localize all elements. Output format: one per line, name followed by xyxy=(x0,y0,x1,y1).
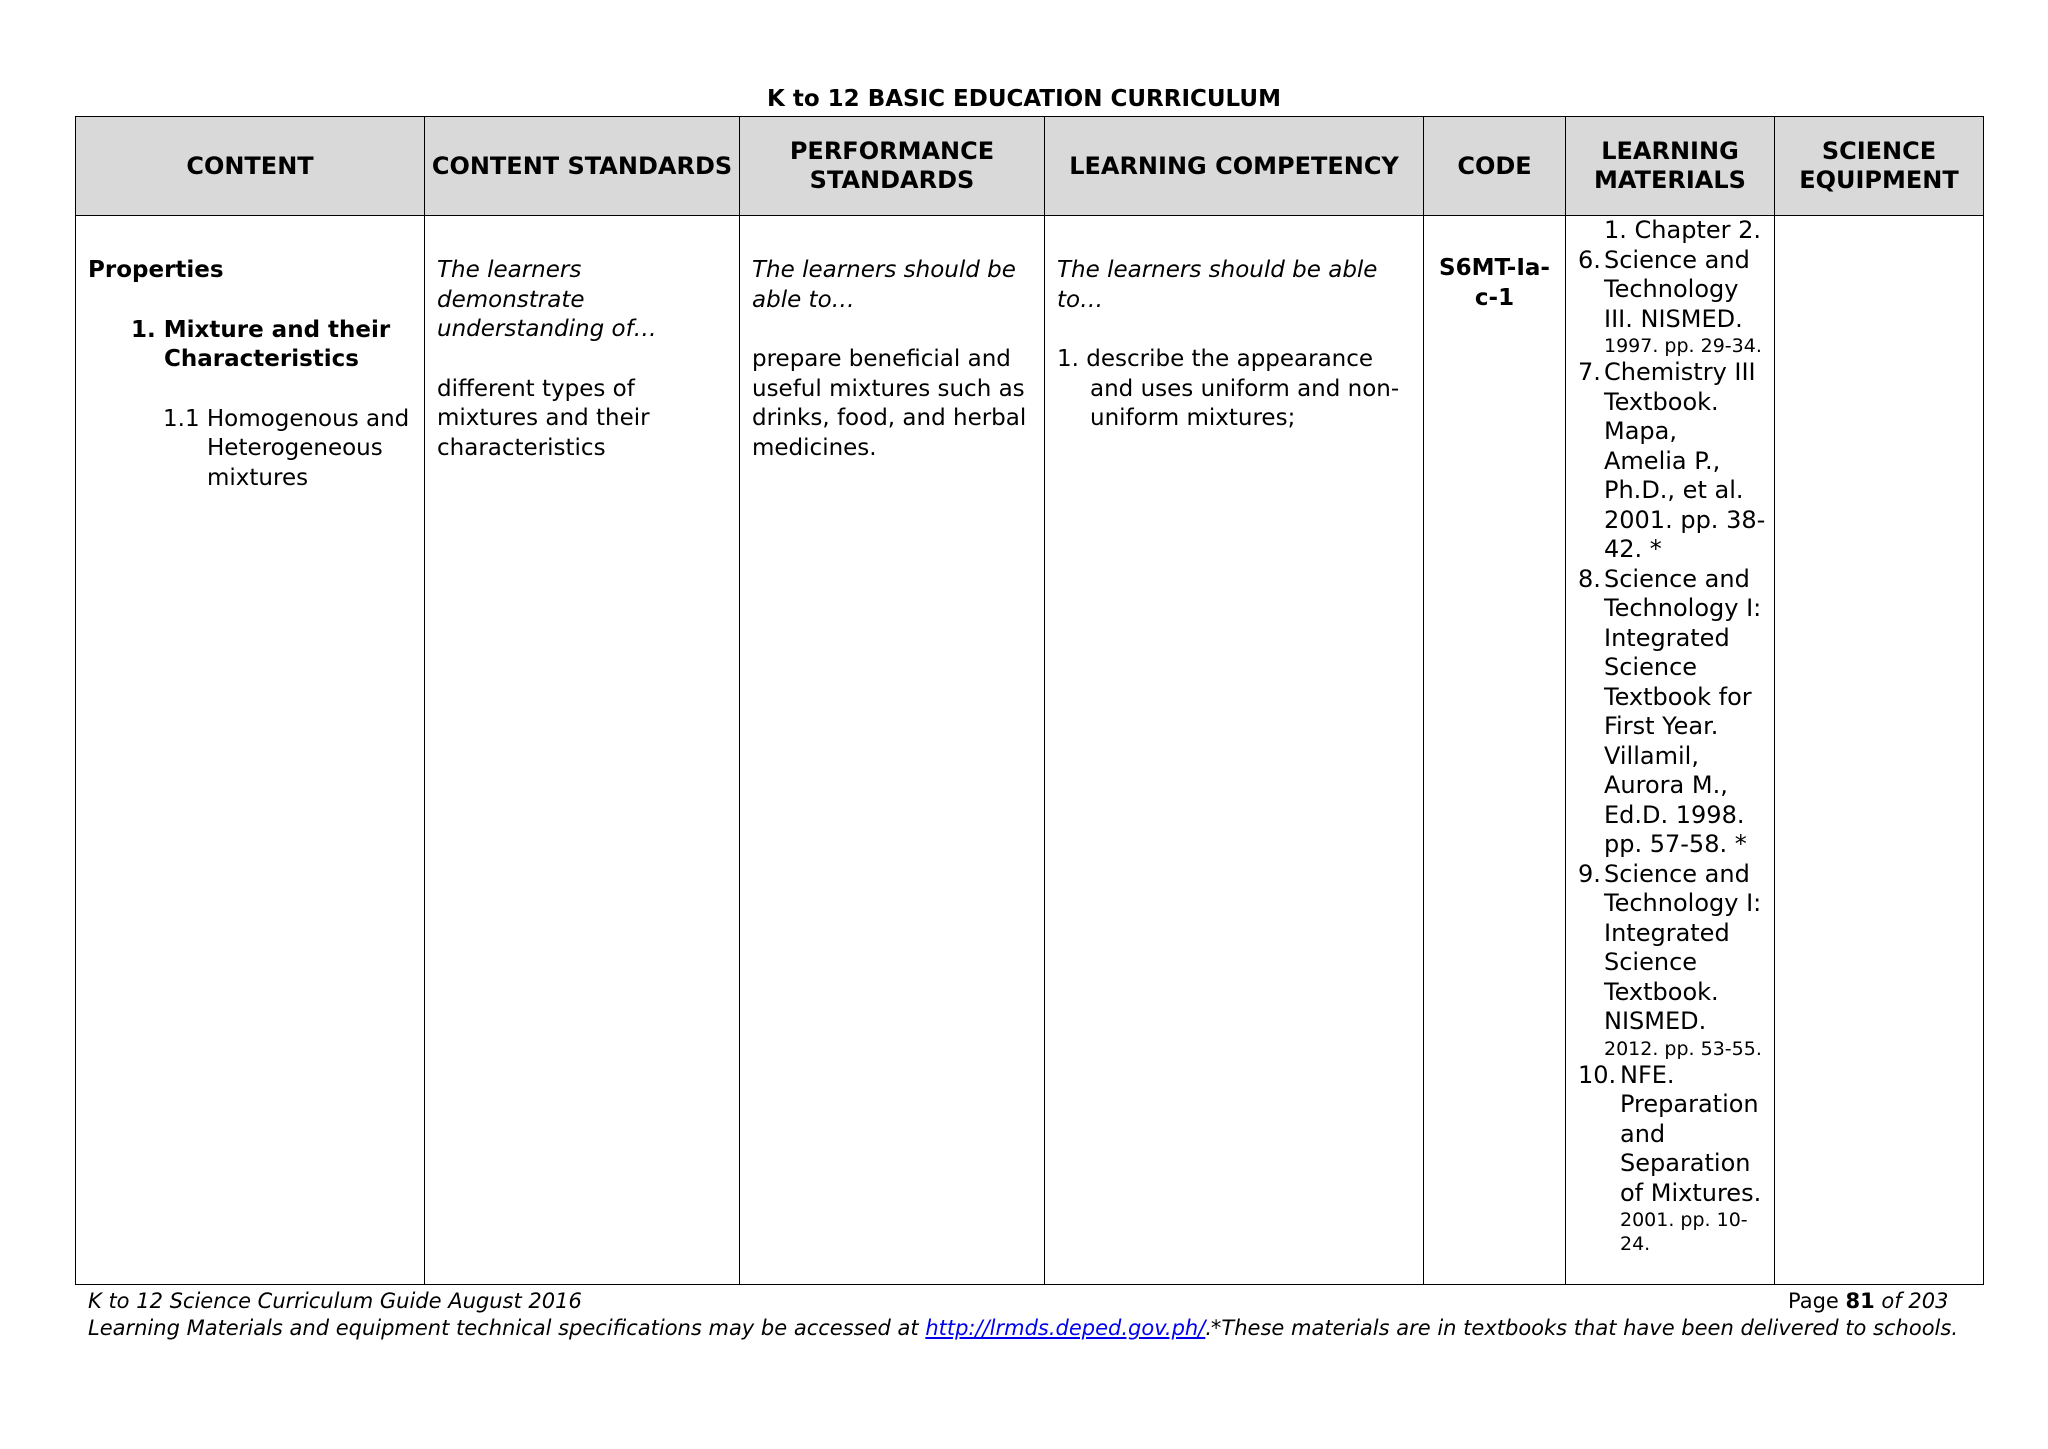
learning-materials-list xyxy=(1578,216,1766,1256)
footer-left xyxy=(88,1288,1212,1342)
learning-material-item xyxy=(1578,860,1766,1061)
learning-material-item xyxy=(1578,246,1766,359)
learning-material-text xyxy=(1620,1061,1766,1257)
header-science-equipment xyxy=(1775,117,1984,216)
header-materials-line1: LEARNING xyxy=(1601,137,1739,165)
learning-material-pages: 1997. pp. 29-34. xyxy=(1604,335,1762,357)
learning-competency-item: 1. describe the appearance and uses uniform and non-uniform mixtures; xyxy=(1057,346,1400,431)
learning-material-number: 9. xyxy=(1578,859,1601,888)
code-cell: S6MT-Ia-c-1 xyxy=(1424,216,1566,1285)
header-materials-line2: MATERIALS xyxy=(1594,166,1746,194)
header-performance-line2: STANDARDS xyxy=(809,166,975,194)
learning-material-item xyxy=(1578,565,1766,860)
footer-access-text: Learning Materials and equipment technical specifications may be accessed at xyxy=(88,1316,926,1340)
performance-standards-cell xyxy=(740,216,1045,1285)
learning-material-number: 10. xyxy=(1578,1060,1617,1089)
learning-material-number xyxy=(1578,216,1604,246)
learning-material-text xyxy=(1604,860,1766,1061)
content-standards-cell xyxy=(425,216,740,1285)
page-number-text xyxy=(1788,1288,1948,1315)
science-equipment-cell xyxy=(1775,216,1984,1285)
header-equipment-line2: EQUIPMENT xyxy=(1799,166,1959,194)
footer-guide: K to 12 Science Curriculum Guide August 2016 xyxy=(88,1289,582,1313)
document-title: K to 12 BASIC EDUCATION CURRICULUM xyxy=(767,86,1281,112)
learning-material-title: Science and Technology III. NISMED. xyxy=(1604,245,1750,333)
footer-access-note xyxy=(88,1315,1212,1342)
footer-access-end: . xyxy=(1205,1316,1212,1340)
content-subtopic: 1.1 Homogenous and Heterogeneous mixtures xyxy=(163,405,410,491)
content-heading: Properties xyxy=(88,257,224,283)
header-learning-competency: LEARNING COMPETENCY xyxy=(1045,117,1424,216)
header-row xyxy=(76,117,1984,216)
learning-material-number: 7. xyxy=(1578,358,1601,386)
learning-material-text xyxy=(1604,216,1766,246)
learning-material-item xyxy=(1578,1061,1766,1257)
learning-material-title: 1. Chapter 2. xyxy=(1604,216,1762,244)
footer-textbook-note: *These materials are in textbooks that have been delivered to schools. xyxy=(1210,1316,1958,1340)
learning-material-title: Science and Technology I: Integrated Science Textbook. NISMED. xyxy=(1604,859,1762,1035)
lrmds-link[interactable]: http://lrmds.deped.gov.ph/ xyxy=(925,1316,1206,1340)
header-performance-line1: PERFORMANCE xyxy=(789,137,995,165)
table-row xyxy=(76,216,1984,1285)
learning-material-item xyxy=(1578,216,1766,246)
learning-material-text xyxy=(1604,358,1766,565)
performance-standards-body: prepare beneficial and useful mixtures such as drinks, food, and herbal medicines. xyxy=(752,346,1027,461)
learning-material-number: 6. xyxy=(1578,245,1601,274)
performance-standards-intro: The learners should be able to… xyxy=(752,257,1016,313)
learning-material-title: NFE. Preparation and Separation of Mixtures. xyxy=(1620,1060,1762,1207)
learning-material-pages: 2001. pp. 10-24. xyxy=(1620,1209,1748,1255)
header-performance-standards xyxy=(740,117,1045,216)
content-cell xyxy=(76,216,425,1285)
header-code: CODE xyxy=(1424,117,1566,216)
header-content-standards: CONTENT STANDARDS xyxy=(425,117,740,216)
content-standards-body: different types of mixtures and their characteristics xyxy=(437,375,650,461)
header-content: CONTENT xyxy=(76,117,425,216)
learning-material-text xyxy=(1604,565,1766,860)
content-standards-intro: The learners demonstrate understanding of… xyxy=(437,257,657,342)
learning-materials-cell xyxy=(1566,216,1775,1285)
learning-material-item xyxy=(1578,358,1766,565)
learning-material-pages: 2012. pp. 53-55. xyxy=(1604,1037,1762,1060)
learning-material-text xyxy=(1604,246,1766,359)
content-topic: 1. Mixture and their Characteristics xyxy=(131,316,391,372)
curriculum-table xyxy=(75,116,1984,1285)
page-label: Page xyxy=(1788,1289,1846,1313)
header-learning-materials xyxy=(1566,117,1775,216)
learning-material-title: Science and Technology I: Integrated Science Textbook for First Year. Villamil, Aurora M., Ed.D. 1998. pp. 57-58. * xyxy=(1604,564,1762,858)
learning-competency-intro: The learners should be able to… xyxy=(1057,257,1378,313)
header-equipment-line1: SCIENCE xyxy=(1821,137,1937,165)
learning-competency-cell xyxy=(1045,216,1424,1285)
page-of: of 203 xyxy=(1874,1289,1949,1313)
page-number: 81 xyxy=(1845,1289,1875,1313)
learning-material-title: Chemistry III Textbook. Mapa, Amelia P., Ph.D., et al. 2001. pp. 38-42. * xyxy=(1604,358,1766,563)
learning-material-number: 8. xyxy=(1578,564,1601,593)
